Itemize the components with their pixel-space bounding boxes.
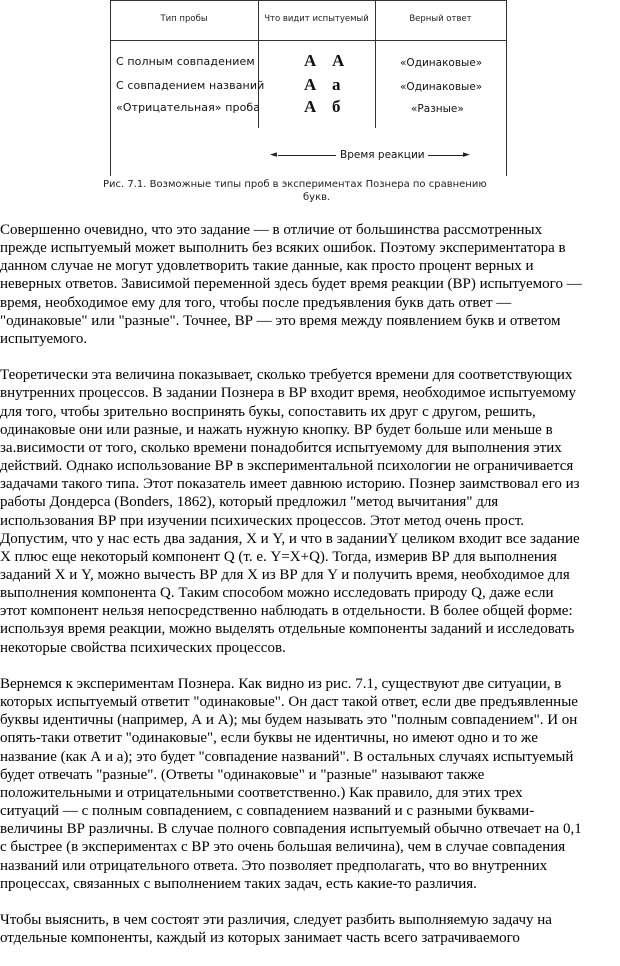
text-line: Совершенно очевидно, что это задание — в отличие от большинства рассмотренных <box>0 222 543 238</box>
caption-line-1: Рис. 7.1. Возможные типы проб в экспериментах Познера по сравнению <box>103 179 487 190</box>
text-line: задачами такого типа. Этот показатель имеет давнюю историю. Познер заимствовал его из <box>0 476 580 493</box>
text-line: "одинаковые" или "разные". Точнее, ВР — это время между появлением букв и ответом <box>0 312 561 329</box>
table-right-border <box>506 0 507 176</box>
table-top-border <box>110 0 507 1</box>
paragraph <box>0 675 620 893</box>
figure-caption <box>103 178 523 204</box>
row-name-match-letter-2: а <box>332 75 341 94</box>
text-line: используя время реакции, можно выделять отдельные компоненты заданий и исследовать <box>0 621 575 638</box>
paragraph <box>0 366 620 657</box>
text-line: которых испытуемый ответит "одинаковые". Он даст такой ответ, если две предъявленные <box>0 694 578 711</box>
text-line: буквы идентичны (например, А и А); мы будем называть это "полным совпадением". И он <box>0 712 578 729</box>
text-line: для того, чтобы зрительно воспринять букы, сопоставить их друг с другом, решить, <box>0 403 536 420</box>
text-line: опять-таки ответит "одинаковые", если буквы не идентичны, но имеют одно и то же <box>0 730 538 747</box>
row-negative-letter-2: б <box>332 97 341 116</box>
axis-line-right <box>428 155 466 156</box>
text-line: действий. Однако использование ВР в экспериментальной психологии не ограничивается <box>0 458 574 475</box>
header-trial-type: Тип пробы <box>160 14 208 24</box>
text-line: с быстрее (в экспериментах с ВР это очень большая величина), чем в случае совпадения <box>0 839 566 856</box>
text-line: выполнения компонента Q. Таким способом можно исследовать природу Q, даже если <box>0 585 554 602</box>
text-line: будет отвечать "разные". (Ответы "одинаковые" и "разные" называют также <box>0 766 485 783</box>
text-line: название (как А и а); это будет "совпадение названий". В остальных случаях испытуемый <box>0 748 574 765</box>
table-header-border <box>110 40 507 41</box>
text-line: работы Дондерса (Bonders, 1862), который предложил "метод вычитания" для <box>0 494 499 511</box>
text-line: величины ВР различны. В случае полного совпадения испытуемый обычно отвечает на 0,1 <box>0 821 582 838</box>
text-line: внутренних процессов. В задании Познера в ВР входит время, необходимое испытуемому <box>0 385 577 402</box>
text-line: этот компонент нельзя непосредственно наблюдать в отдельности. В более общей форме: <box>0 603 573 620</box>
paragraph <box>0 911 620 947</box>
text-line: положительными и отрицательными соответственно.) Как правило, для этих трех <box>0 784 523 801</box>
text-line: некоторые свойства психических процессов. <box>0 639 286 656</box>
text-line: названий или отрицательного ответа. Это позволяет предполагать, что во внутренних <box>0 857 548 874</box>
text-line: прежде испытуемый может выполнить без всяких ошибок. Поэтому экспериментатора в <box>0 240 566 257</box>
body-text <box>0 221 620 966</box>
text-line: за.висимости от того, сколько времени понадобится испытуемому для выполнения этих <box>0 439 562 456</box>
axis-label: Время реакции <box>340 149 425 161</box>
text-line: Чтобы выяснить, в чем состоят эти различия, следует разбить выполняемую задачу на <box>0 912 552 929</box>
text-line: данном случае не могут удовлетворить такие данные, как просто процент верных и <box>0 258 534 275</box>
text-line: неверных ответов. Зависимой переменной здесь будет время реакции (ВР) испытуемого — <box>0 276 582 293</box>
row-full-match-letter-1: А <box>304 51 317 70</box>
row-name-match-answer: «Одинаковые» <box>400 81 483 93</box>
text-line: заданий X и Y, можно вычесть ВР для X из ВР для Y и получить время, необходимое для <box>0 567 570 583</box>
row-full-match-label: С полным совпадением <box>116 55 255 68</box>
text-line: время, необходимое ему для того, чтобы после предъявления букв дать ответ — <box>0 294 512 311</box>
text-line: процессах, связанных с выполнением таких задач, есть какие-то различия. <box>0 875 477 892</box>
paragraph <box>0 221 620 348</box>
trial-types-table <box>110 0 507 176</box>
text-line: ситуаций — с полным совпадением, с совпадением названий и с разными буквами- <box>0 803 535 820</box>
row-negative-label: «Отрицательная» проба <box>116 101 261 114</box>
caption-line-2: букв. <box>303 192 331 203</box>
row-name-match-letter-1: А <box>304 75 317 94</box>
row-full-match-letter-2: А <box>332 51 345 70</box>
axis-line-left <box>278 155 336 156</box>
row-full-match-answer: «Одинаковые» <box>400 57 483 69</box>
text-line: Вернемся к экспериментам Познера. Как видно из рис. 7.1, существуют две ситуации, в <box>0 675 562 692</box>
text-line: использования ВР при изучении психических процессов. Этот метод очень прост. <box>0 512 525 529</box>
row-negative-letter-1: А <box>304 97 317 116</box>
text-line: отдельные компоненты, каждый из которых занимает часть всего затрачиваемого <box>0 930 520 947</box>
arrow-left-icon: ◄ <box>270 150 277 160</box>
text-line: Теоретически эта величина показывает, сколько требуется времени для соответствующих <box>0 367 573 384</box>
text-line: X плюс еще некоторый компонент Q (т. е. Y=X+Q). Тогда, измерив ВР для выполнения <box>0 548 557 565</box>
header-correct-answer: Верный ответ <box>409 14 472 24</box>
header-what-subject-sees: Что видит испытуемый <box>264 14 369 24</box>
text-line: одинаковые они или разные, и нажать нужную кнопку. ВР будет больше или меньше в <box>0 421 553 438</box>
figure-7-1 <box>100 0 520 212</box>
text-line: испытуемого. <box>0 330 88 347</box>
row-negative-answer: «Разные» <box>411 103 464 115</box>
text-line: Допустим, что у нас есть два задания, X и Y, и что в заданииY целиком входит все задание <box>0 530 580 547</box>
arrow-right-icon: ► <box>463 150 470 160</box>
row-name-match-label: С совпадением названий <box>116 79 265 92</box>
table-left-border <box>110 0 111 176</box>
reaction-time-axis <box>272 150 472 162</box>
